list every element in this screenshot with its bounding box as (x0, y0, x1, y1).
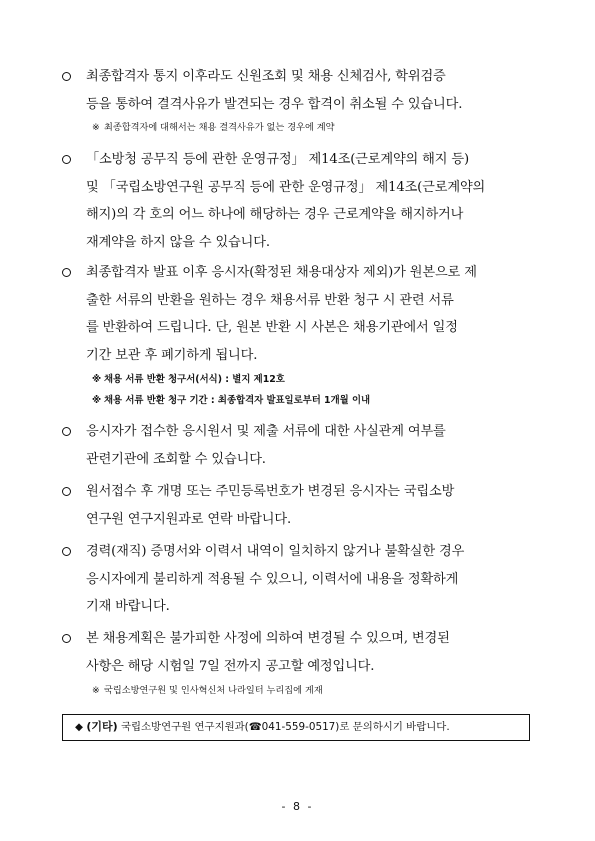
note-3 (92, 394, 370, 407)
notice-text-4: 응시자가 접수한 응시원서 및 제출 서류에 대한 사실관계 여부를 관련기관에 조회할 수 있습니다. (86, 424, 446, 467)
circle-bullet-icon (62, 268, 71, 277)
circle-bullet-icon (62, 72, 71, 81)
note-3-text: 채용 서류 반환 청구 기간 : 최종합격자 발표일로부터 1개월 이내 (104, 395, 371, 406)
notice-text-6: 경력(재직) 증명서와 이력서 내역이 일치하지 않거나 불확실한 경우 응시자에게 불리하게 적용될 수 있으니, 이력서에 내용을 정확하게 기재 바랍니다. (86, 544, 465, 614)
note-1 (92, 121, 335, 134)
note-4-text: 국립소방연구원 및 인사혁신처 나라일터 누리집에 게재 (104, 685, 323, 696)
notice-text-1: 최종합격자 통지 이후라도 신원조회 및 채용 신체검사, 학위검증 등을 통하여 결격사유가 발견되는 경우 합격이 취소될 수 있습니다. (86, 69, 463, 112)
note-2-text: 채용 서류 반환 청구서(서식) : 별지 제12호 (104, 374, 285, 385)
reference-mark-icon: ※ (92, 395, 102, 406)
notice-text-7: 본 채용계획은 불가피한 사정에 의하여 변경될 수 있으며, 변경된 사항은 해당 시험일 7일 전까지 공고할 예정입니다. (86, 631, 450, 674)
circle-bullet-icon (62, 634, 71, 643)
notice-text-5: 원서접수 후 개명 또는 주민등록번호가 변경된 응시자는 국립소방 연구원 연구지원과로 연락 바랍니다. (86, 484, 455, 527)
diamond-icon: ◆ (75, 721, 83, 733)
contact-box-lead: (기타) (86, 720, 118, 733)
note-2 (92, 373, 285, 386)
page-number: - 8 - (281, 800, 314, 813)
circle-bullet-icon (62, 487, 71, 496)
notice-text-3: 최종합격자 발표 이후 응시자(확정된 채용대상자 제외)가 원본으로 제 출한 서류의 반환을 원하는 경우 채용서류 반환 청구 시 관련 서류 를 반환하여 드립니다. 단, 원본 반환 시 사본은 채용기관에서 일정 기간 보관 후 폐기하게 됩니다. (86, 265, 477, 363)
contact-box (62, 714, 530, 741)
circle-bullet-icon (62, 547, 71, 556)
contact-box-text: 국립소방연구원 연구지원과(☎041-559-0517)로 문의하시기 바랍니다. (120, 721, 450, 733)
notice-text-2: 「소방청 공무직 등에 관한 운영규정」 제14조(근로계약의 해지 등) 및 「국립소방연구원 공무직 등에 관한 운영규정」 제14조(근로계약의 해지)의 각 호의 어느 하나에 해당하는 경우 근로계약을 해지하거나 재계약을 하지 않을 수 있습니다. (86, 152, 486, 250)
circle-bullet-icon (62, 427, 71, 436)
reference-mark-icon: ※ (92, 122, 100, 133)
circle-bullet-icon (62, 155, 71, 164)
note-4 (92, 684, 323, 697)
reference-mark-icon: ※ (92, 374, 102, 385)
note-1-text: 최종합격자에 대해서는 채용 결격사유가 없는 경우에 계약 (104, 122, 335, 133)
reference-mark-icon: ※ (92, 685, 100, 696)
